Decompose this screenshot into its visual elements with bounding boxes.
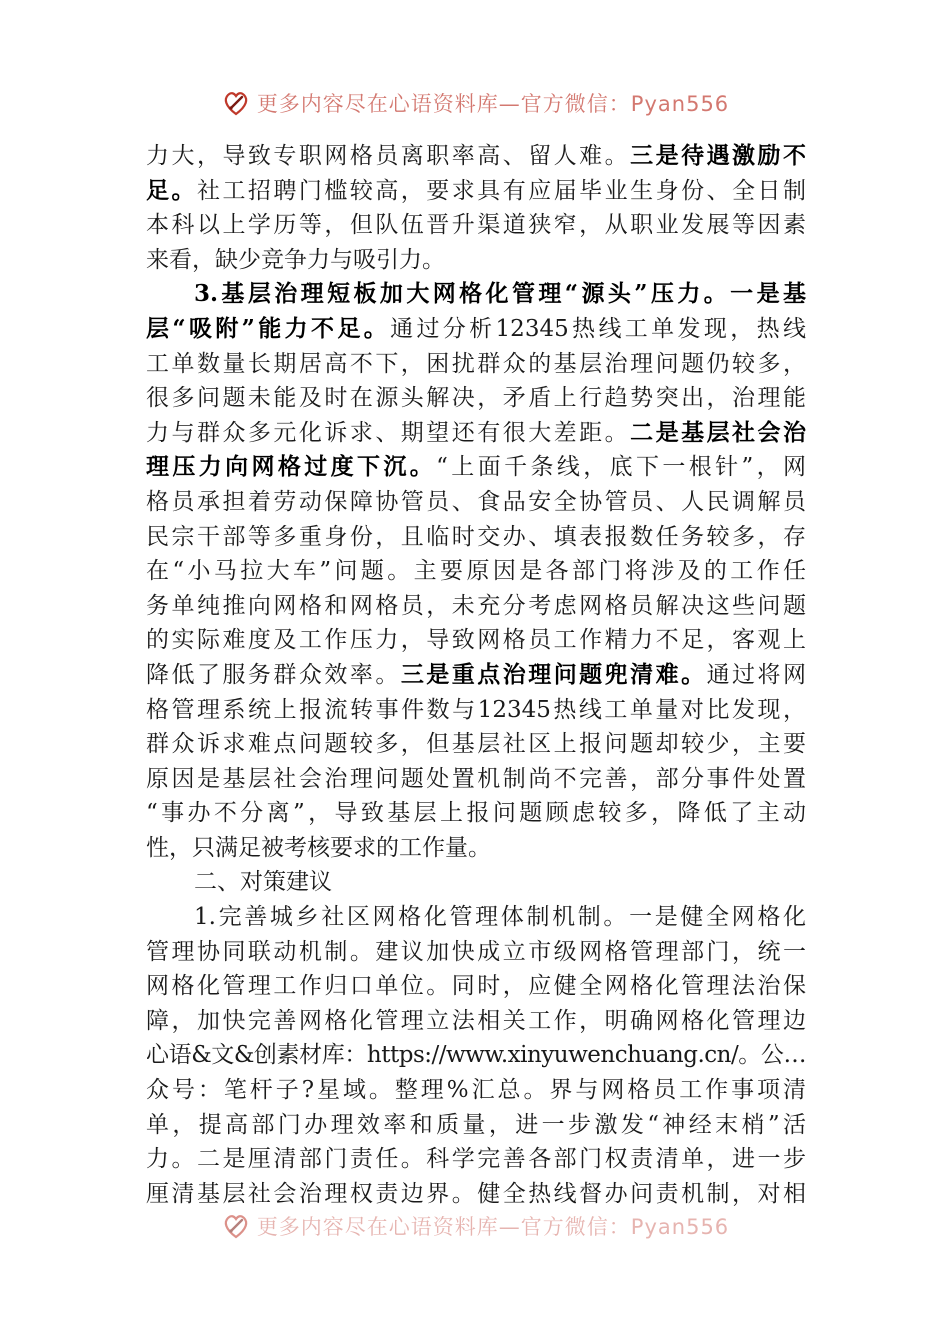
text-line: 来看，缺少竞争力与吸引力。: [146, 246, 445, 273]
watermark-text: 更多内容尽在心语资料库—官方微信：Pyan556: [256, 92, 730, 116]
text-line: 在“小马拉大车”问题。主要原因是各部门将涉及的工作任: [146, 558, 806, 585]
section-heading-2: 二、对策建议: [194, 869, 332, 896]
text-line: 力与群众多元化诉求、期望还有很大差距。二是基层社会治: [146, 418, 807, 446]
watermark-text: 更多内容尽在心语资料库—官方微信：Pyan556: [256, 1215, 730, 1239]
text-line: 工单数量长期居高不下，困扰群众的基层治理问题仍较多，: [146, 350, 806, 377]
text-line: 本科以上学历等，但队伍晋升渠道狭窄，从职业发展等因素: [146, 212, 806, 239]
watermark-top: [0, 83, 950, 123]
text-line: 网格化管理工作归口单位。同时，应健全网格化管理法治保: [146, 973, 806, 1000]
text-line: 降低了服务群众效率。三是重点治理问题兜清难。通过将网: [146, 660, 807, 688]
text-line: 性，只满足被考核要求的工作量。: [146, 834, 491, 861]
text-line: 力大，导致专职网格员离职率高、留人难。三是待遇激励不: [146, 142, 807, 169]
text-line: “事办不分离”，导致基层上报问题顾虑较多，降低了主动: [146, 800, 806, 827]
text-line: 单，提高部门办理效率和质量，进一步激发“神经末梢”活: [146, 1111, 806, 1138]
text-line: 足。社工招聘门槛较高，要求具有应届毕业生身份、全日制: [146, 176, 807, 204]
text-line: 务单纯推向网格和网格员，未充分考虑网格员解决这些问题: [146, 592, 806, 619]
text-line: 格员承担着劳动保障协管员、食品安全协管员、人民调解员: [146, 488, 806, 515]
text-line: 原因是基层社会治理问题处置机制尚不完善，部分事件处置: [146, 765, 806, 792]
text-line: 障，加快完善网格化管理立法相关工作，明确网格化管理边: [146, 1007, 806, 1034]
heart-pen-logo-icon: [221, 1211, 251, 1241]
text-line: 力。二是厘清部门责任。科学完善各部门权责清单，进一步: [146, 1146, 806, 1173]
text-line: 厘清基层社会治理权责边界。健全热线督办问责机制，对相: [146, 1180, 806, 1207]
text-line: 群众诉求难点问题较多，但基层社区上报问题却较少，主要: [146, 731, 806, 758]
text-line: 民宗干部等多重身份，且临时交办、填表报数任务较多，存: [146, 523, 806, 550]
text-line: 很多问题未能及时在源头解决，矛盾上行趋势突出，治理能: [146, 385, 806, 412]
text-line: 众号：笔杆子?星域。整理%汇总。界与网格员工作事项清: [146, 1077, 806, 1104]
text-line: 理压力向网格过度下沉。“上面千条线，底下一根针”，网: [146, 453, 806, 481]
text-line: 管理协同联动机制。建议加快成立市级网格管理部门，统一: [146, 938, 806, 965]
text-line: 层“吸附”能力不足。通过分析12345热线工单发现，热线: [146, 314, 806, 342]
text-line: 的实际难度及工作压力，导致网格员工作精力不足，客观上: [146, 627, 806, 654]
section-heading-3: 3.基层治理短板加大网格化管理“源头”压力。一是基: [194, 280, 806, 308]
document-body: [146, 139, 806, 1211]
text-line: 心语&文&创素材库：https://www.xinyuwenchuang.cn/。公…: [146, 1042, 806, 1069]
text-line: 格管理系统上报流转事件数与12345热线工单量对比发现，: [146, 696, 806, 723]
text-line: 1.完善城乡社区网格化管理体制机制。一是健全网格化: [194, 904, 806, 931]
watermark-bottom: [0, 1206, 950, 1246]
heart-pen-logo-icon: [221, 88, 251, 118]
